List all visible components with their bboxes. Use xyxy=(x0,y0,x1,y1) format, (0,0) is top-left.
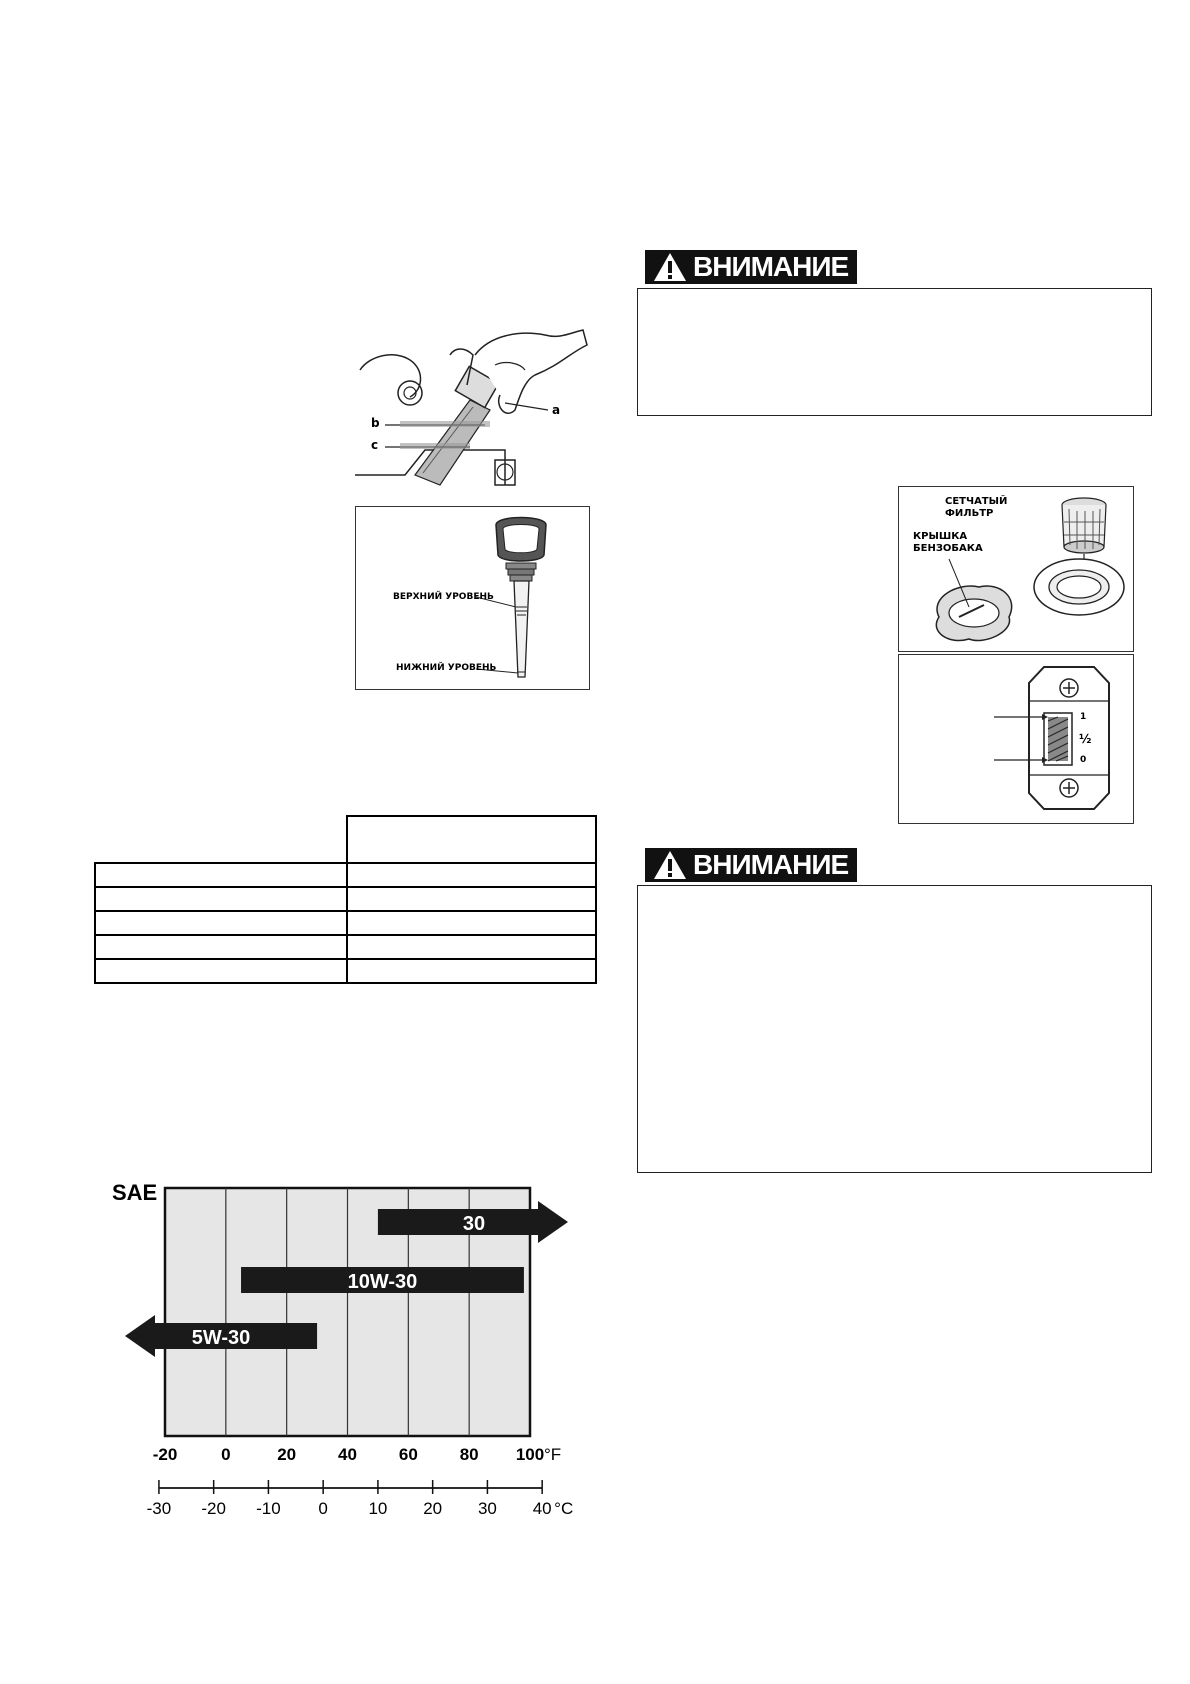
warning-title-1: ВНИМАНИЕ xyxy=(693,251,849,282)
celsius-tick-label: 0 xyxy=(318,1499,328,1518)
lower-level-label: НИЖНИЙ УРОВЕНЬ xyxy=(396,663,497,673)
gauge-mark-full: 1 xyxy=(1080,712,1087,722)
fahrenheit-tick-label: 60 xyxy=(398,1445,418,1464)
warning-triangle-icon xyxy=(653,252,687,282)
celsius-tick-label: -10 xyxy=(256,1499,281,1518)
oil-table-header-cell xyxy=(346,815,597,864)
celsius-unit: °C xyxy=(554,1499,574,1518)
celsius-tick-label: 40 xyxy=(532,1499,552,1518)
celsius-axis-svg xyxy=(105,1480,600,1525)
fahrenheit-tick-label: 20 xyxy=(277,1445,297,1464)
warning-box-1 xyxy=(637,288,1152,416)
warning-title-2: ВНИМАНИЕ xyxy=(693,849,849,880)
warning-header-1 xyxy=(645,250,857,284)
celsius-tick-label: -20 xyxy=(201,1499,226,1518)
fahrenheit-tick-label: 100 xyxy=(515,1445,545,1464)
fahrenheit-tick-label: 0 xyxy=(221,1445,231,1464)
celsius-tick-label: 30 xyxy=(477,1499,497,1518)
bar-label: 30 xyxy=(462,1213,486,1235)
strainer-label-line1: СЕТЧАТЫЙ xyxy=(945,496,1008,507)
bar-label: 5W-30 xyxy=(191,1327,251,1349)
table-row xyxy=(95,863,596,887)
strainer-label-line2: ФИЛЬТР xyxy=(945,508,994,519)
sae-viscosity-chart xyxy=(105,1170,600,1480)
fuel-gauge-figure xyxy=(898,654,1134,824)
dipstick-insertion-illustration xyxy=(355,325,590,495)
sae-chart-svg xyxy=(105,1170,600,1480)
gauge-mark-half: ½ xyxy=(1079,732,1092,746)
warning-header-2 xyxy=(645,848,857,882)
label-c: c xyxy=(371,438,379,452)
table-row xyxy=(95,887,596,911)
fahrenheit-tick-label: 40 xyxy=(338,1445,357,1464)
oil-table xyxy=(94,862,597,984)
celsius-tick-label: 20 xyxy=(423,1499,443,1518)
table-row xyxy=(95,911,596,935)
fahrenheit-tick-label: 80 xyxy=(459,1445,479,1464)
sae-chart-title: SAE xyxy=(112,1180,158,1205)
fuel-strainer-figure xyxy=(898,486,1134,652)
label-b: b xyxy=(371,416,380,430)
celsius-tick-label: 10 xyxy=(368,1499,388,1518)
label-a: a xyxy=(552,403,561,417)
celsius-axis xyxy=(105,1480,600,1525)
dipstick-levels-figure xyxy=(355,506,590,690)
upper-level-label: ВЕРХНИЙ УРОВЕНЬ xyxy=(393,592,494,602)
cap-label-line2: БЕНЗОБАКА xyxy=(913,543,983,554)
bar-label: 10W-30 xyxy=(347,1271,418,1293)
warning-triangle-icon xyxy=(653,850,687,880)
fahrenheit-unit: °F xyxy=(544,1445,562,1464)
table-row xyxy=(95,935,596,959)
gauge-mark-empty: 0 xyxy=(1080,755,1087,765)
warning-box-2 xyxy=(637,885,1152,1173)
table-row xyxy=(95,959,596,983)
celsius-tick-label: -30 xyxy=(146,1499,172,1518)
cap-label-line1: КРЫШКА xyxy=(913,531,968,542)
fahrenheit-tick-label: -20 xyxy=(152,1445,178,1464)
